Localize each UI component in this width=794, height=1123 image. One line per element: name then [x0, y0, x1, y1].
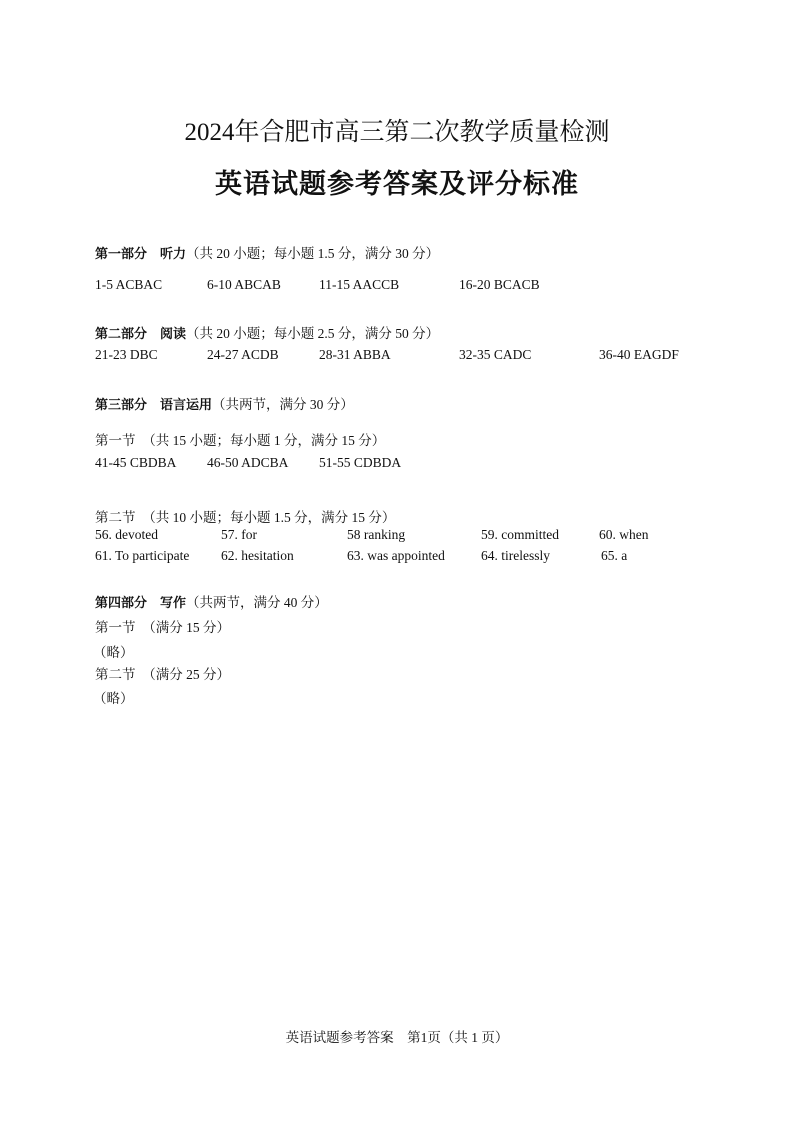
- answer-group: 1-5 ACBAC: [95, 277, 163, 292]
- part3-desc: （共两节，满分 30 分）: [212, 397, 354, 412]
- answer-group: 51-55 CDBDA: [319, 455, 402, 470]
- part2-name: 第二部分 阅读: [95, 327, 187, 342]
- answer-item: 59. committed: [481, 527, 559, 542]
- answer-item: 57. for: [221, 527, 257, 542]
- answer-group: 6-10 ABCAB: [207, 277, 281, 292]
- exam-title: 2024年合肥市高三第二次教学质量检测: [184, 119, 610, 146]
- answer-item: 63. was appointed: [347, 548, 445, 563]
- page-footer: 英语试题参考答案 第1页（共 1 页）: [285, 1030, 509, 1045]
- part4-name: 第四部分 写作: [95, 596, 187, 611]
- answer-item: 61. To participate: [95, 548, 190, 563]
- answer-item: 56. devoted: [95, 527, 158, 542]
- part1-answers: [0, 277, 794, 297]
- answer-item: 64. tirelessly: [481, 548, 550, 563]
- part4-desc: （共两节，满分 40 分）: [186, 595, 328, 610]
- answer-group: 11-15 AACCB: [319, 277, 400, 292]
- answer-group: 16-20 BCACB: [459, 277, 540, 292]
- part3-section1-answers: [0, 455, 794, 475]
- answer-group: 46-50 ADCBA: [207, 455, 289, 470]
- answer-group: 41-45 CBDBA: [95, 455, 177, 470]
- part3-heading: [95, 393, 354, 413]
- answer-group: 24-27 ACDB: [207, 347, 279, 362]
- part1-desc: （共 20 小题；每小题 1.5 分，满分 30 分）: [186, 246, 440, 261]
- part4-section1: 第一节 （满分 15 分）: [95, 620, 230, 635]
- part4-section2: 第二节 （满分 25 分）: [95, 667, 230, 682]
- part4-section1-note: （略）: [93, 645, 134, 660]
- part3-section1-heading: 第一节 （共 15 小题；每小题 1 分，满分 15 分）: [95, 433, 386, 448]
- answer-item: 58 ranking: [347, 527, 406, 542]
- part1-heading: [95, 242, 439, 262]
- answer-group: 28-31 ABBA: [319, 347, 391, 362]
- answer-group: 36-40 EAGDF: [599, 347, 679, 362]
- part3-section2-row1: [0, 527, 794, 547]
- part2-heading: [95, 322, 439, 342]
- part3-section2-heading: 第二节 （共 10 小题；每小题 1.5 分，满分 15 分）: [95, 510, 396, 525]
- answer-group: 32-35 CADC: [459, 347, 532, 362]
- part2-answers: [0, 347, 794, 367]
- answer-item: 65. a: [601, 548, 628, 563]
- part2-desc: （共 20 小题；每小题 2.5 分，满分 50 分）: [186, 326, 440, 341]
- part3-section2-row2: [0, 548, 794, 568]
- part4-section2-note: （略）: [93, 691, 134, 706]
- part4-heading: [95, 591, 328, 611]
- answer-group: 21-23 DBC: [95, 347, 158, 362]
- answer-item: 60. when: [599, 527, 649, 542]
- part3-name: 第三部分 语言运用: [95, 398, 213, 413]
- answer-key-title: 英语试题参考答案及评分标准: [215, 169, 579, 199]
- answer-item: 62. hesitation: [221, 548, 294, 563]
- part1-name: 第一部分 听力: [95, 247, 187, 262]
